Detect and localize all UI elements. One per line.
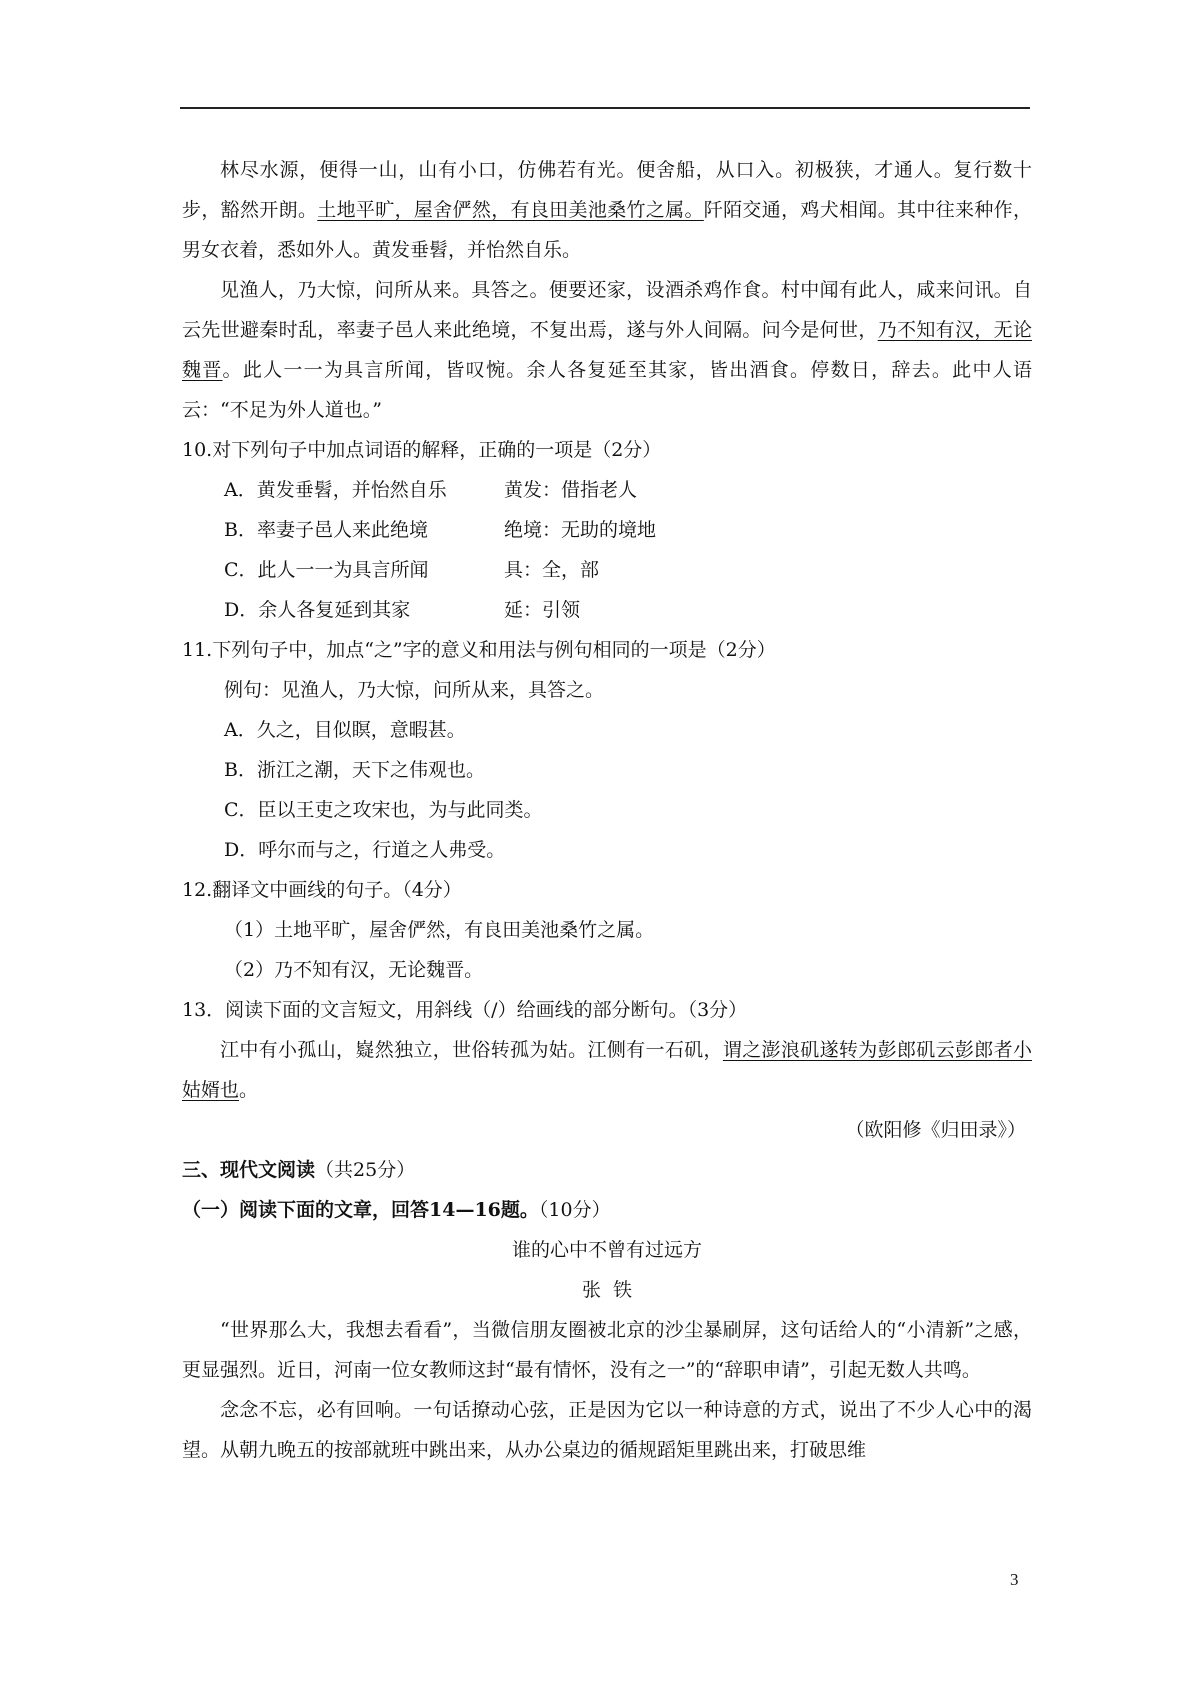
passage-text: 林尽水源，便得一山，山有小口，仿佛若有光。便舍船，从口入。初极狭，才通人。复行数十步，豁然开朗。	[182, 159, 1032, 221]
question-12-stem: 12.翻译文中画线的句子。（4分）	[182, 879, 462, 901]
q12-item-1: （1）土地平旷，屋舍俨然，有良田美池桑竹之属。	[224, 919, 655, 941]
q11-option-d: D．呼尔而与之，行道之人弗受。	[224, 839, 506, 861]
option-gloss: 具：全，部	[504, 559, 600, 581]
page-content	[182, 150, 1032, 1470]
q13-source: （欧阳修《归田录》）	[845, 1119, 1026, 1141]
underlined-sentence-2: 乃不知有汉，无论魏晋	[182, 319, 1032, 381]
section-3-heading	[182, 1150, 1032, 1190]
passage-paragraph-1	[182, 150, 1032, 270]
article-title: 谁的心中不曾有过远方	[511, 1239, 702, 1261]
option-gloss: 黄发：借指老人	[504, 479, 638, 501]
article-paragraph-1: “世界那么大，我想去看看”，当微信朋友圈被北京的沙尘暴刷屏，这句话给人的“小清新”之感，更显强烈。近日，河南一位女教师这封“最有情怀，没有之一”的“辞职申请”，引起无数人共鸣。	[182, 1319, 1032, 1381]
section-heading-bold: 三、现代文阅读	[182, 1159, 316, 1181]
q13-text	[182, 1030, 1032, 1110]
q11-example: 例句：见渔人，乃大惊，问所从来，具答之。	[224, 679, 605, 701]
subheading-bold: （一）阅读下面的文章，回答14—16题。	[182, 1199, 539, 1221]
q10-option-d	[182, 590, 1032, 630]
subheading-points: （10分）	[538, 1199, 611, 1221]
passage-text: 阡陌交通，鸡犬相闻。其中往来种作，男女衣着，悉如外人。黄发垂髫，并怡然自乐。	[182, 199, 1032, 261]
article-paragraph-2: 念念不忘，必有回响。一句话撩动心弦，正是因为它以一种诗意的方式，说出了不少人心中的渴望。从朝九晚五的按部就班中跳出来，从办公桌边的循规蹈矩里跳出来，打破思维	[182, 1399, 1032, 1461]
option-sentence: C．此人一一为具言所闻	[224, 559, 429, 581]
q10-option-b	[182, 510, 1032, 550]
option-gloss: 延：引领	[504, 599, 581, 621]
passage-text: 。此人一一为具言所闻，皆叹惋。余人各复延至其家，皆出酒食。停数日，辞去。此中人语云：“不足为外人道也。”	[182, 359, 1032, 421]
header-rule	[180, 107, 1030, 109]
question-13-stem: 13．阅读下面的文言短文，用斜线（/）给画线的部分断句。（3分）	[182, 999, 748, 1021]
option-sentence: B．率妻子邑人来此绝境	[224, 519, 428, 541]
section-heading-points: （共25分）	[315, 1159, 416, 1181]
q11-option-c: C．臣以王吏之攻宋也，为与此同类。	[224, 799, 543, 821]
page-number: 3	[1010, 1570, 1019, 1589]
passage-paragraph-2	[182, 270, 1032, 430]
q13-text-plain: 江中有小孤山，嶷然独立，世俗转孤为姑。江侧有一石矶，	[220, 1039, 723, 1061]
q11-option-a: A．久之，目似瞑，意暇甚。	[224, 719, 466, 741]
q12-item-2: （2）乃不知有汉，无论魏晋。	[224, 959, 484, 981]
option-sentence: A．黄发垂髫，并怡然自乐	[224, 479, 447, 501]
q11-option-b: B．浙江之潮，天下之伟观也。	[224, 759, 485, 781]
section-3-subheading	[182, 1190, 1032, 1230]
underlined-sentence-1: 土地平旷，屋舍俨然，有良田美池桑竹之属。	[317, 199, 704, 221]
article-author: 张 铁	[581, 1279, 633, 1301]
question-10-stem: 10.对下列句子中加点词语的解释，正确的一项是（2分）	[182, 439, 662, 461]
q10-option-a	[182, 470, 1032, 510]
passage-text: 见渔人，乃大惊，问所从来。具答之。便要还家，设酒杀鸡作食。村中闻有此人，咸来问讯。自云先世避秦时乱，率妻子邑人来此绝境，不复出焉，遂与外人间隔。问今是何世，	[182, 279, 1032, 341]
q13-underlined-text: 谓之澎浪矶遂转为彭郎矶云彭郎者小姑婿也	[182, 1039, 1032, 1101]
q13-text-plain: 。	[239, 1079, 259, 1101]
option-gloss: 绝境：无助的境地	[504, 519, 657, 541]
q10-option-c	[182, 550, 1032, 590]
option-sentence: D．余人各复延到其家	[224, 599, 411, 621]
question-11-stem: 11.下列句子中，加点“之”字的意义和用法与例句相同的一项是（2分）	[182, 639, 776, 661]
